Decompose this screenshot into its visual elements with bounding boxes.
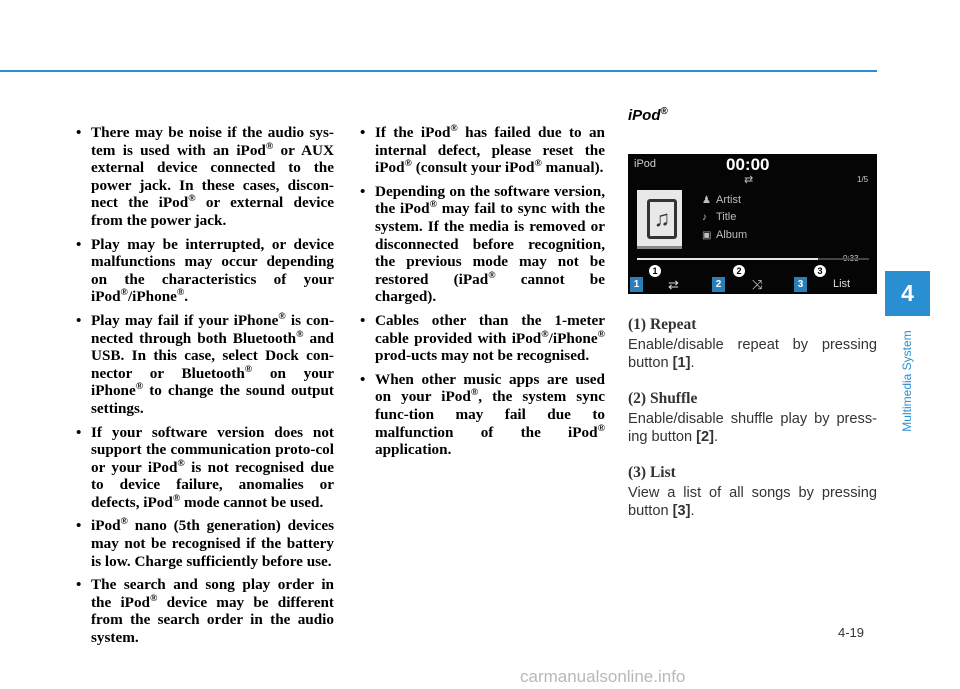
- button-tag-2: 2: [712, 277, 725, 292]
- music-note-icon: ♫: [647, 199, 677, 239]
- callout-2: 2: [733, 265, 745, 277]
- list-item: • When other music apps are used on your iPod®, the system sync func-tion may fail due to malfunction of the iPod® application.: [354, 371, 605, 459]
- shuffle-heading: (2) Shuffle: [628, 390, 698, 407]
- note-icon: ♪: [702, 212, 707, 223]
- page-number: 4-19: [838, 625, 865, 640]
- column-2: [354, 124, 605, 465]
- section-title: iPod®: [628, 106, 668, 124]
- repeat-heading: (1) Repeat: [628, 316, 697, 333]
- list-item: • Depending on the software version, the iPod® may fail to sync with the system. If the media is removed or disconnected before recognition, the previous mode may not be restored (iPad® cannot be charged).: [354, 183, 605, 306]
- shuffle-text: Enable/disable shuffle play by press-ing button [2].: [628, 411, 877, 445]
- shuffle-icon: ⤨: [752, 277, 763, 292]
- list-label: List: [833, 278, 851, 290]
- list-item: • If the iPod® has failed due to an internal defect, please reset the iPod® (consult your iPod® manual).: [354, 124, 605, 177]
- column-1: [70, 124, 334, 653]
- disc-icon: ▣: [702, 230, 712, 241]
- column-3: [628, 106, 877, 519]
- callout-3: 3: [814, 265, 826, 277]
- progress-bar: [637, 258, 869, 260]
- source-label: iPod: [634, 158, 657, 170]
- list-item: • iPod® nano (5th generation) devices may not be recognised if the battery is low. Charge sufficiently before use.: [70, 517, 334, 570]
- list-item: • Cables other than the 1-meter cable provided with iPod®/iPhone® prod-ucts may not be recognised.: [354, 312, 605, 365]
- list-item: • Play may fail if your iPhone® is con-nected through both Bluetooth® and USB. In this case, select Dock con-nector or Bluetooth® on your iPhone® to change the sound output settings.: [70, 312, 334, 418]
- artist-row: ♟ Artist: [702, 194, 742, 206]
- button-tag-3: 3: [794, 277, 807, 292]
- list-item: • The search and song play order in the iPod® device may be different from the search order in the audio system.: [70, 576, 334, 646]
- watermark: carmanualsonline.info: [520, 667, 686, 686]
- track-count: 1/5: [857, 175, 869, 184]
- album-art: [637, 190, 682, 249]
- chapter-label: Multimedia System: [900, 330, 914, 432]
- list-heading: (3) List: [628, 464, 676, 481]
- repeat-icon: ⇄: [668, 277, 679, 292]
- bullet-list-1: [70, 124, 334, 647]
- header-rule: [0, 70, 877, 72]
- chapter-tab: 4: [885, 271, 930, 316]
- title-row: ♪ Title: [702, 211, 737, 223]
- ipod-screen-illustration: [628, 154, 877, 294]
- repeat-status-icon: ⇄: [744, 174, 754, 186]
- repeat-text: Enable/disable repeat by pressing button [1].: [628, 337, 877, 371]
- list-item: • If your software version does not support the communication proto-col or your iPod® is not recognised due to device failure, anomalies or defects, iPod® mode cannot be used.: [70, 424, 334, 512]
- bullet-list-2: [354, 124, 605, 459]
- list-item: • There may be noise if the audio sys-tem is used with an iPod® or AUX external device connected to the power jack. In these cases, discon-nect the iPod® or external device from the power jack.: [70, 124, 334, 230]
- album-row: ▣ Album: [702, 229, 748, 241]
- person-icon: ♟: [702, 195, 711, 206]
- progress-fill: [637, 258, 818, 260]
- clock: 00:00: [726, 155, 770, 174]
- button-tag-1: 1: [630, 277, 643, 292]
- list-item: • Play may be interrupted, or device malfunctions may occur depending on the characteristics of your iPod®/iPhone®.: [70, 236, 334, 306]
- callout-1: 1: [649, 265, 661, 277]
- list-text: View a list of all songs by pressing button [3].: [628, 485, 877, 519]
